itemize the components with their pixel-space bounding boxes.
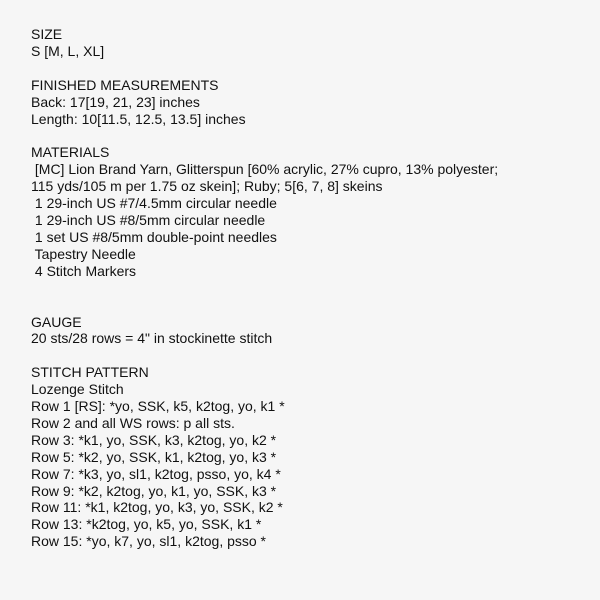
spacer <box>31 280 600 314</box>
back-measurement: Back: 17[19, 21, 23] inches <box>31 93 200 110</box>
finished-measurements-heading: FINISHED MEASUREMENTS <box>31 76 219 93</box>
length-measurement: Length: 10[11.5, 12.5, 13.5] inches <box>31 110 246 127</box>
materials-line: 1 set US #8/5mm double-point needles <box>31 228 277 245</box>
pattern-row: Row 7: *k3, yo, sl1, k2tog, psso, yo, k4 * <box>31 465 281 482</box>
materials-line: 4 Stitch Markers <box>31 262 137 279</box>
pattern-row: Row 1 [RS]: *yo, SSK, k5, k2tog, yo, k1 * <box>31 398 285 415</box>
pattern-row: Row 15: *yo, k7, yo, sl1, k2tog, psso * <box>31 533 267 550</box>
materials-line: 1 29-inch US #8/5mm circular needle <box>31 212 266 229</box>
materials-line: [MC] Lion Brand Yarn, Glitterspun [60% acrylic, 27% cupro, 13% polyester; <box>31 161 499 178</box>
size-value: S [M, L, XL] <box>31 42 105 59</box>
stitch-pattern-name: Lozenge Stitch <box>31 381 124 398</box>
size-heading: SIZE <box>31 26 63 42</box>
pattern-row: Row 3: *k1, yo, SSK, k3, k2tog, yo, k2 * <box>31 431 277 448</box>
stitch-pattern-section <box>31 364 600 550</box>
size-section <box>31 26 600 60</box>
pattern-row: Row 5: *k2, yo, SSK, k1, k2tog, yo, k3 * <box>31 448 277 465</box>
gauge-heading: GAUGE <box>31 313 82 330</box>
finished-measurements-section <box>31 77 600 128</box>
spacer <box>31 60 600 77</box>
spacer <box>31 347 600 364</box>
pattern-row: Row 13: *k2tog, yo, k5, yo, SSK, k1 * <box>31 516 262 533</box>
gauge-section <box>31 314 600 348</box>
stitch-pattern-heading: STITCH PATTERN <box>31 364 149 381</box>
materials-line: 1 29-inch US #7/4.5mm circular needle <box>31 195 277 212</box>
spacer <box>31 127 600 144</box>
pattern-row: Row 2 and all WS rows: p all sts. <box>31 415 235 432</box>
materials-line: Tapestry Needle <box>31 245 136 262</box>
pattern-row: Row 9: *k2, k2tog, yo, k1, yo, SSK, k3 * <box>31 482 277 499</box>
materials-heading: MATERIALS <box>31 144 110 161</box>
gauge-value: 20 sts/28 rows = 4" in stockinette stitch <box>31 330 273 347</box>
materials-line: 115 yds/105 m per 1.75 oz skein]; Ruby; 5[6, 7, 8] skeins <box>31 178 383 195</box>
materials-section <box>31 144 600 279</box>
pattern-row: Row 11: *k1, k2tog, yo, k3, yo, SSK, k2 * <box>31 499 283 516</box>
